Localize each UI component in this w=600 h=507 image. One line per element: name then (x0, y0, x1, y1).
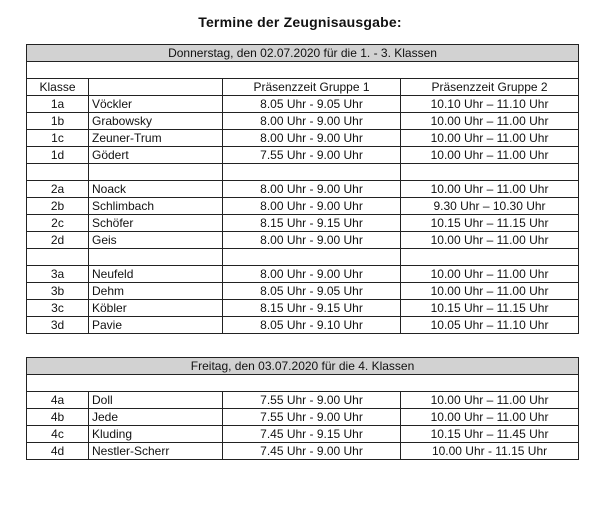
class-cell: 3d (27, 317, 89, 334)
table-row (27, 300, 579, 317)
empty-cell (89, 249, 223, 266)
class-cell: 4d (27, 443, 89, 460)
empty-cell (27, 164, 89, 181)
gruppe1-cell: 8.00 Uhr - 9.00 Uhr (223, 130, 401, 147)
gruppe1-cell: 8.05 Uhr - 9.05 Uhr (223, 96, 401, 113)
table-row (27, 232, 579, 249)
class-cell: 2c (27, 215, 89, 232)
table-row (27, 283, 579, 300)
gruppe1-cell: 8.00 Uhr - 9.00 Uhr (223, 198, 401, 215)
empty-cell (223, 249, 401, 266)
class-cell: 4c (27, 426, 89, 443)
table-row (27, 198, 579, 215)
gruppe1-cell: 7.55 Uhr - 9.00 Uhr (223, 147, 401, 164)
teacher-cell: Kluding (89, 426, 223, 443)
gruppe2-cell: 10.15 Uhr – 11.45 Uhr (401, 426, 579, 443)
gruppe2-cell: 9.30 Uhr – 10.30 Uhr (401, 198, 579, 215)
teacher-cell: Dehm (89, 283, 223, 300)
teacher-cell: Nestler-Scherr (89, 443, 223, 460)
empty-row (27, 164, 579, 181)
gruppe1-cell: 8.00 Uhr - 9.00 Uhr (223, 232, 401, 249)
class-cell: 3b (27, 283, 89, 300)
gruppe2-cell: 10.00 Uhr – 11.00 Uhr (401, 147, 579, 164)
class-cell: 1c (27, 130, 89, 147)
class-cell: 1d (27, 147, 89, 164)
table-row (27, 147, 579, 164)
header-klasse: Klasse (27, 79, 89, 96)
teacher-cell: Noack (89, 181, 223, 198)
empty-row (27, 62, 579, 79)
empty-cell (27, 249, 89, 266)
gruppe2-cell: 10.10 Uhr – 11.10 Uhr (401, 96, 579, 113)
gruppe1-cell: 8.00 Uhr - 9.00 Uhr (223, 266, 401, 283)
header-gruppe1: Präsenzzeit Gruppe 1 (223, 79, 401, 96)
gruppe1-cell: 7.55 Uhr - 9.00 Uhr (223, 392, 401, 409)
date-banner: Donnerstag, den 02.07.2020 für die 1. - 3. Klassen (27, 45, 579, 62)
table-row (27, 215, 579, 232)
teacher-cell: Jede (89, 409, 223, 426)
table-row (27, 443, 579, 460)
teacher-cell: Pavie (89, 317, 223, 334)
teacher-cell: Gödert (89, 147, 223, 164)
header-teacher (89, 79, 223, 96)
empty-cell (223, 164, 401, 181)
page-title: Termine der Zeugnisausgabe: (198, 14, 402, 30)
table-row (27, 266, 579, 283)
class-cell: 3a (27, 266, 89, 283)
teacher-cell: Geis (89, 232, 223, 249)
schedule-table-friday (26, 357, 579, 460)
gruppe2-cell: 10.05 Uhr – 11.10 Uhr (401, 317, 579, 334)
teacher-cell: Köbler (89, 300, 223, 317)
table-row (27, 426, 579, 443)
header-row (27, 79, 579, 96)
teacher-cell: Vöckler (89, 96, 223, 113)
gruppe1-cell: 8.15 Uhr - 9.15 Uhr (223, 300, 401, 317)
class-cell: 4a (27, 392, 89, 409)
header-gruppe2: Präsenzzeit Gruppe 2 (401, 79, 579, 96)
gruppe2-cell: 10.00 Uhr – 11.00 Uhr (401, 392, 579, 409)
gruppe2-cell: 10.00 Uhr – 11.00 Uhr (401, 232, 579, 249)
class-cell: 2b (27, 198, 89, 215)
table-row (27, 113, 579, 130)
gruppe2-cell: 10.00 Uhr – 11.00 Uhr (401, 283, 579, 300)
class-cell: 4b (27, 409, 89, 426)
schedule-table-thursday (26, 44, 579, 334)
table-row (27, 317, 579, 334)
gruppe1-cell: 7.45 Uhr - 9.00 Uhr (223, 443, 401, 460)
gruppe1-cell: 8.05 Uhr - 9.05 Uhr (223, 283, 401, 300)
empty-cell (401, 249, 579, 266)
table-row (27, 409, 579, 426)
empty-cell (27, 375, 579, 392)
empty-cell (401, 164, 579, 181)
empty-cell (89, 164, 223, 181)
gruppe1-cell: 8.05 Uhr - 9.10 Uhr (223, 317, 401, 334)
empty-cell (27, 62, 579, 79)
class-cell: 1a (27, 96, 89, 113)
gruppe1-cell: 8.00 Uhr - 9.00 Uhr (223, 181, 401, 198)
teacher-cell: Schöfer (89, 215, 223, 232)
class-cell: 2a (27, 181, 89, 198)
gruppe1-cell: 7.45 Uhr - 9.15 Uhr (223, 426, 401, 443)
gruppe2-cell: 10.15 Uhr – 11.15 Uhr (401, 300, 579, 317)
table-row (27, 96, 579, 113)
date-banner: Freitag, den 03.07.2020 für die 4. Klassen (27, 358, 579, 375)
banner-row (27, 45, 579, 62)
gruppe1-cell: 8.00 Uhr - 9.00 Uhr (223, 113, 401, 130)
teacher-cell: Neufeld (89, 266, 223, 283)
class-cell: 2d (27, 232, 89, 249)
teacher-cell: Schlimbach (89, 198, 223, 215)
class-cell: 1b (27, 113, 89, 130)
empty-row (27, 375, 579, 392)
gruppe2-cell: 10.00 Uhr – 11.00 Uhr (401, 181, 579, 198)
gruppe2-cell: 10.00 Uhr – 11.00 Uhr (401, 130, 579, 147)
gruppe1-cell: 7.55 Uhr - 9.00 Uhr (223, 409, 401, 426)
teacher-cell: Zeuner-Trum (89, 130, 223, 147)
teacher-cell: Doll (89, 392, 223, 409)
teacher-cell: Grabowsky (89, 113, 223, 130)
gruppe2-cell: 10.15 Uhr – 11.15 Uhr (401, 215, 579, 232)
empty-row (27, 249, 579, 266)
gruppe2-cell: 10.00 Uhr – 11.00 Uhr (401, 409, 579, 426)
gruppe2-cell: 10.00 Uhr – 11.00 Uhr (401, 266, 579, 283)
table-row (27, 392, 579, 409)
table-row (27, 181, 579, 198)
gruppe1-cell: 8.15 Uhr - 9.15 Uhr (223, 215, 401, 232)
table-row (27, 130, 579, 147)
class-cell: 3c (27, 300, 89, 317)
gruppe2-cell: 10.00 Uhr - 11.15 Uhr (401, 443, 579, 460)
banner-row (27, 358, 579, 375)
gruppe2-cell: 10.00 Uhr – 11.00 Uhr (401, 113, 579, 130)
